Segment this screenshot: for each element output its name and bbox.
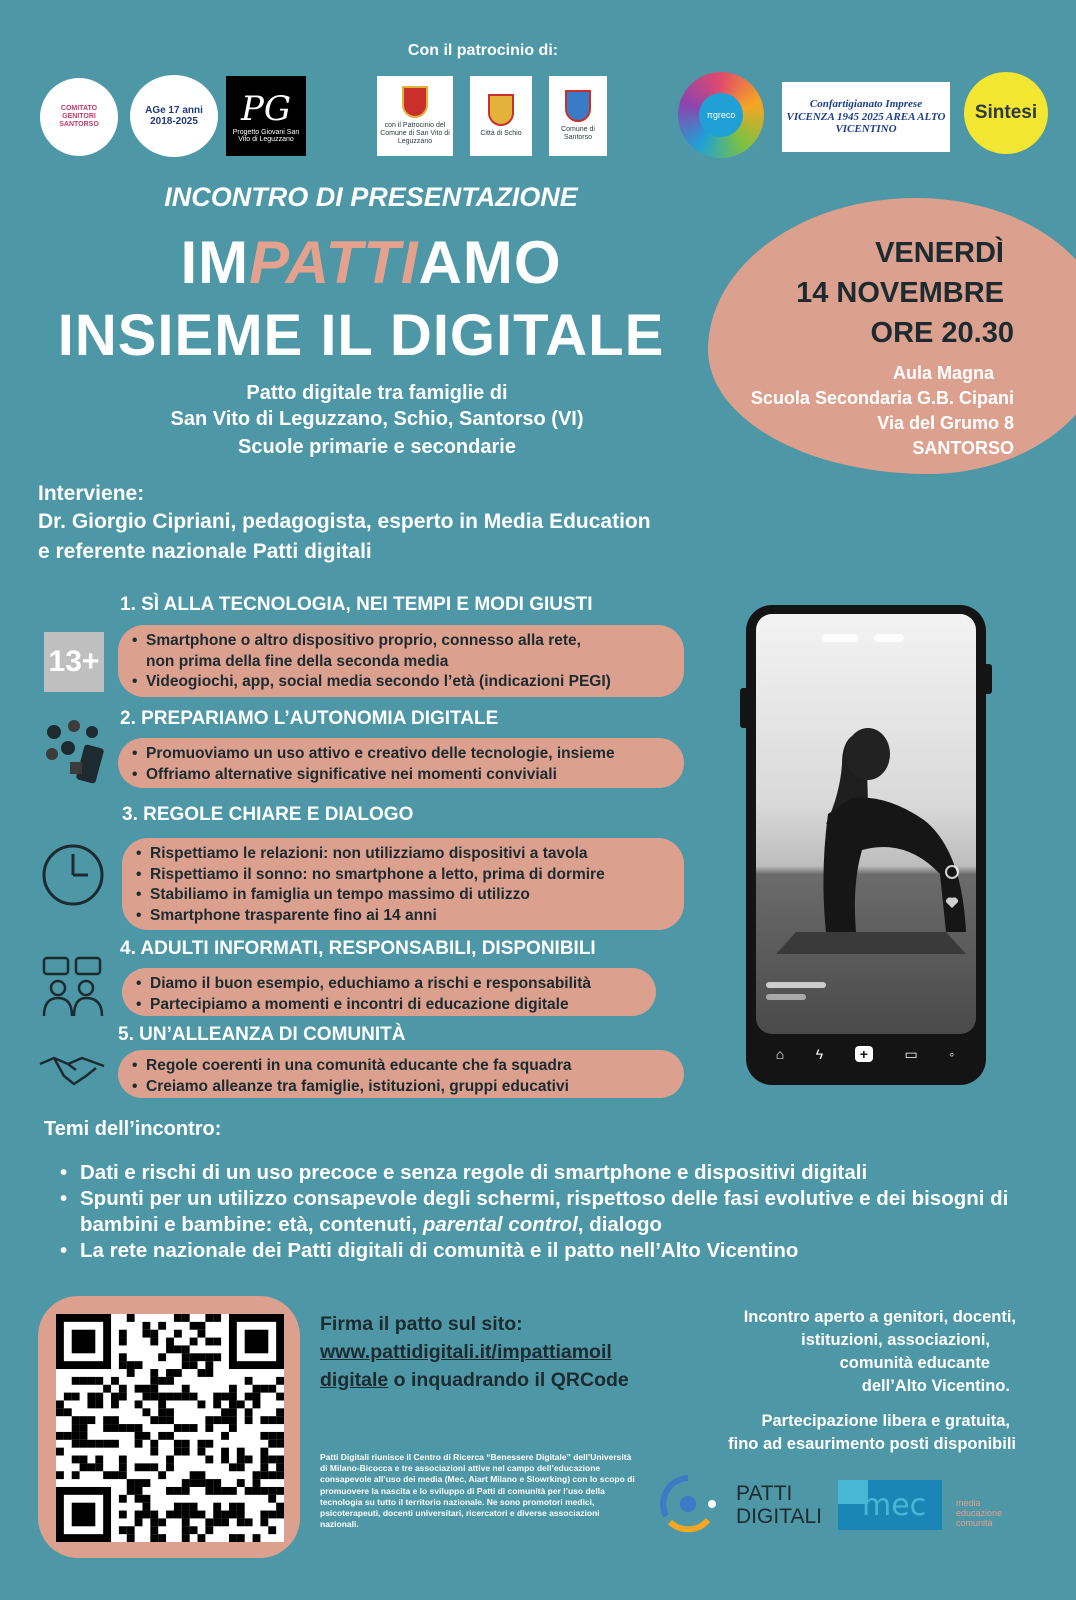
- sad-girl-silhouette: [756, 614, 976, 1034]
- patti-digitali-wordmark: [736, 1482, 822, 1528]
- title-part-patti: PATTI: [249, 229, 419, 296]
- citta-schio-logo: [470, 76, 532, 156]
- mec-logo: [838, 1480, 942, 1530]
- patti-digitali-symbol-icon: [656, 1472, 720, 1536]
- section-3-item-1: • Rispettiamo le relazioni: non utilizziamo dispositivi a tavola: [136, 844, 670, 865]
- venue-town: SANTORSO: [912, 438, 1014, 458]
- parental-control-text: parental control: [422, 1213, 578, 1236]
- phone-power-button: [984, 664, 992, 694]
- section-3-title: 3. REGOLE CHIARE E DIALOGO: [122, 804, 414, 825]
- comune-santorso-logo: [549, 76, 607, 156]
- event-kicker: INCONTRO DI PRESENTAZIONE: [164, 182, 578, 212]
- patti-digitali-line1: PATTI: [736, 1482, 793, 1505]
- speaker-label: Interviene:: [38, 482, 145, 505]
- sanvito-crest-icon: [402, 86, 428, 118]
- theme-item-1: • Dati e rischi di un uso precoce e senza regole di smartphone e dispositivi digitali: [58, 1160, 1038, 1186]
- venue-address: Via del Grumo 8: [877, 413, 1014, 433]
- section-1-title: 1. SÌ ALLA TECNOLOGIA, NEI TEMPI E MODI GIUSTI: [120, 594, 593, 615]
- section-1-pill: [118, 625, 684, 697]
- section-5-pill: [118, 1050, 684, 1098]
- participation-line2: fino ad esaurimento posti disponibili: [728, 1435, 1016, 1453]
- confartigianato-logo-text: Confartigianato Imprese VICENZA 1945 2025 AREA ALTO VICENTINO: [786, 98, 946, 136]
- comitato-genitori-logo: [40, 78, 118, 156]
- subtitle-line1: Patto digitale tra famiglie di: [246, 382, 508, 404]
- subtitle-line2: San Vito di Leguzzano, Schio, Santorso (VI): [170, 408, 584, 430]
- phone-nav-bar: [760, 1042, 970, 1066]
- section-3-pill: [122, 838, 684, 930]
- speaker-line2: e referente nazionale Patti digitali: [38, 540, 372, 563]
- theme-item-2: • Spunti per un utilizzo consapevole degli schermi, rispettoso delle fasi evolutive e dei bisogni di bambini e bambine: età, contenuti, parental control, dialogo: [58, 1186, 1038, 1238]
- qr-code[interactable]: [56, 1314, 284, 1542]
- comune-santorso-logo-text: Comune di Santorso: [561, 125, 595, 141]
- venue-room: Aula Magna: [892, 363, 994, 383]
- age-13-icon-text: 13+: [48, 645, 100, 678]
- themes-title: Temi dell’incontro:: [44, 1118, 222, 1140]
- section-4-title: 4. ADULTI INFORMATI, RESPONSABILI, DISPONIBILI: [120, 938, 596, 959]
- age-logo: [130, 75, 218, 157]
- comune-sanvito-logo: [377, 76, 453, 156]
- confartigianato-logo: [782, 82, 950, 152]
- event-title-line1: [0, 228, 742, 297]
- qr-instruction: o inquadrando il QRCode: [388, 1369, 629, 1391]
- section-4-item-1: • Diamo il buon esempio, educhiamo a rischi e responsabilità: [136, 974, 642, 995]
- event-day: VENERDÌ: [875, 237, 1004, 269]
- event-title-line2: INSIEME IL DIGITALE: [57, 303, 665, 368]
- clock-icon: [40, 842, 106, 908]
- section-3-item-4: • Smartphone trasparente fino ai 14 anni: [136, 906, 670, 927]
- subtitle-line3: Scuole primarie e secondarie: [238, 436, 516, 458]
- devices-apps-icon: [40, 716, 106, 790]
- venue-school: Scuola Secondaria G.B. Cipani: [750, 388, 1014, 408]
- qr-code-pattern: [56, 1314, 284, 1542]
- section-1-item-2: • Videogiochi, app, social media secondo l’età (indicazioni PEGI): [132, 672, 670, 693]
- title-part-amo: AMO: [418, 229, 562, 296]
- patti-digitali-line2: DIGITALI: [736, 1505, 822, 1528]
- sintesi-logo-text: Sintesi: [974, 102, 1038, 123]
- pg-monogram: PG: [240, 89, 292, 129]
- message-icon: ▭: [904, 1045, 918, 1062]
- section-3-item-2: • Rispettiamo il sonno: no smartphone a letto, prima di dormire: [136, 865, 670, 886]
- profile-icon: ◦: [949, 1046, 955, 1062]
- speaker-line1: Dr. Giorgio Cipriani, pedagogista, esperto in Media Education: [38, 510, 651, 533]
- phone-side-button: [740, 688, 748, 728]
- audience-line4: dell’Alto Vicentino.: [861, 1377, 1010, 1395]
- sintesi-logo: [964, 72, 1048, 154]
- section-5-item-1: • Regole coerenti in una comunità educante che fa squadra: [132, 1056, 670, 1077]
- patrocinio-label: Con il patrocinio di:: [407, 42, 559, 59]
- comune-sanvito-logo-text: con il Patrocinio del Comune di San Vito di Leguzzano: [380, 121, 450, 146]
- patti-digitali-description: Patti Digitali riunisce il Centro di Ricerca “Benessere Digitale” dell’Università di Milano-Bicocca e tre associazioni attive nel campo dell’educazione consapevole all’uso dei media (Mec, Aiart Milano e Slowrking) con lo scopo di promuovere la nascita e lo sviluppo di Patti di comunità per l’uso della tecnologia su tutto il territorio nazionale. Ne sono promotori medici, psicoterapeuti, docenti universitari, ricercatori e diverse associazioni nazionali.: [320, 1452, 635, 1530]
- age-logo-text: AGe 17 anni 2018-2025: [145, 105, 203, 127]
- themes-list: [58, 1160, 1038, 1264]
- event-time: ORE 20.30: [870, 317, 1014, 349]
- section-4-item-2: • Partecipiamo a momenti e incontri di educazione digitale: [136, 995, 642, 1016]
- handshake-icon: [38, 1050, 106, 1090]
- mec-sub-3: comunità: [956, 1518, 993, 1528]
- santorso-crest-icon: [565, 90, 591, 122]
- section-3-item-3: • Stabiliamo in famiglia un tempo massimo di utilizzo: [136, 885, 670, 906]
- section-1-item-1: • Smartphone o altro dispositivo proprio, connesso alla rete, non prima della fine della seconda media: [132, 631, 670, 672]
- add-icon: +: [855, 1046, 873, 1062]
- home-icon: ⌂: [775, 1046, 785, 1062]
- schio-crest-icon: [488, 94, 514, 126]
- mec-subtitle: [956, 1498, 1002, 1528]
- theme-item-3: • La rete nazionale dei Patti digitali di comunità e il patto nell’Alto Vicentino: [58, 1238, 1038, 1264]
- comitato-genitori-logo-text: COMITATO GENITORI SANTORSO: [59, 105, 99, 128]
- pigreco-logo: [678, 72, 764, 158]
- pigreco-center: πgreco: [699, 93, 743, 137]
- adults-dialogue-icon: [40, 956, 106, 1018]
- pact-website-link[interactable]: www.pattidigitali.it/impattiamoil: [320, 1341, 612, 1363]
- audience-line2: istituzioni, associazioni,: [801, 1331, 990, 1349]
- audience-line3: comunità educante: [839, 1354, 990, 1372]
- citta-schio-logo-text: Città di Schio: [480, 129, 522, 137]
- progetto-giovani-logo-text: Progetto Giovani San Vito di Leguzzano: [232, 129, 300, 143]
- sign-pact-label: Firma il patto sul sito:: [320, 1313, 523, 1335]
- age-13-icon: [44, 632, 104, 692]
- section-5-title: 5. UN’ALLEANZA DI COMUNITÀ: [118, 1024, 406, 1045]
- progetto-giovani-logo: [226, 76, 306, 156]
- section-4-pill: [122, 968, 656, 1016]
- mec-logo-text: mec: [862, 1488, 927, 1523]
- section-2-item-2: • Offriamo alternative significative nei momenti conviviali: [132, 765, 670, 786]
- section-2-pill: [118, 738, 684, 788]
- participation-line1: Partecipazione libera e gratuita,: [761, 1412, 1010, 1430]
- section-2-title: 2. PREPARIAMO L’AUTONOMIA DIGITALE: [120, 708, 499, 729]
- sign-pact-block: [320, 1310, 629, 1394]
- title-part-im: IM: [180, 229, 250, 296]
- audience-line1: Incontro aperto a genitori, docenti,: [743, 1308, 1016, 1326]
- lightning-icon: ϟ: [815, 1046, 824, 1062]
- mec-sub-2: educazione: [956, 1508, 1003, 1518]
- mec-sub-1: media: [956, 1498, 981, 1508]
- section-2-item-1: • Promuoviamo un uso attivo e creativo delle tecnologie, insieme: [132, 744, 670, 765]
- phone-screen-photo: [756, 614, 976, 1034]
- section-5-item-2: • Creiamo alleanze tra famiglie, istituzioni, gruppi educativi: [132, 1077, 670, 1098]
- pact-website-link-2[interactable]: digitale: [320, 1369, 389, 1391]
- event-date: 14 NOVEMBRE: [796, 277, 1004, 309]
